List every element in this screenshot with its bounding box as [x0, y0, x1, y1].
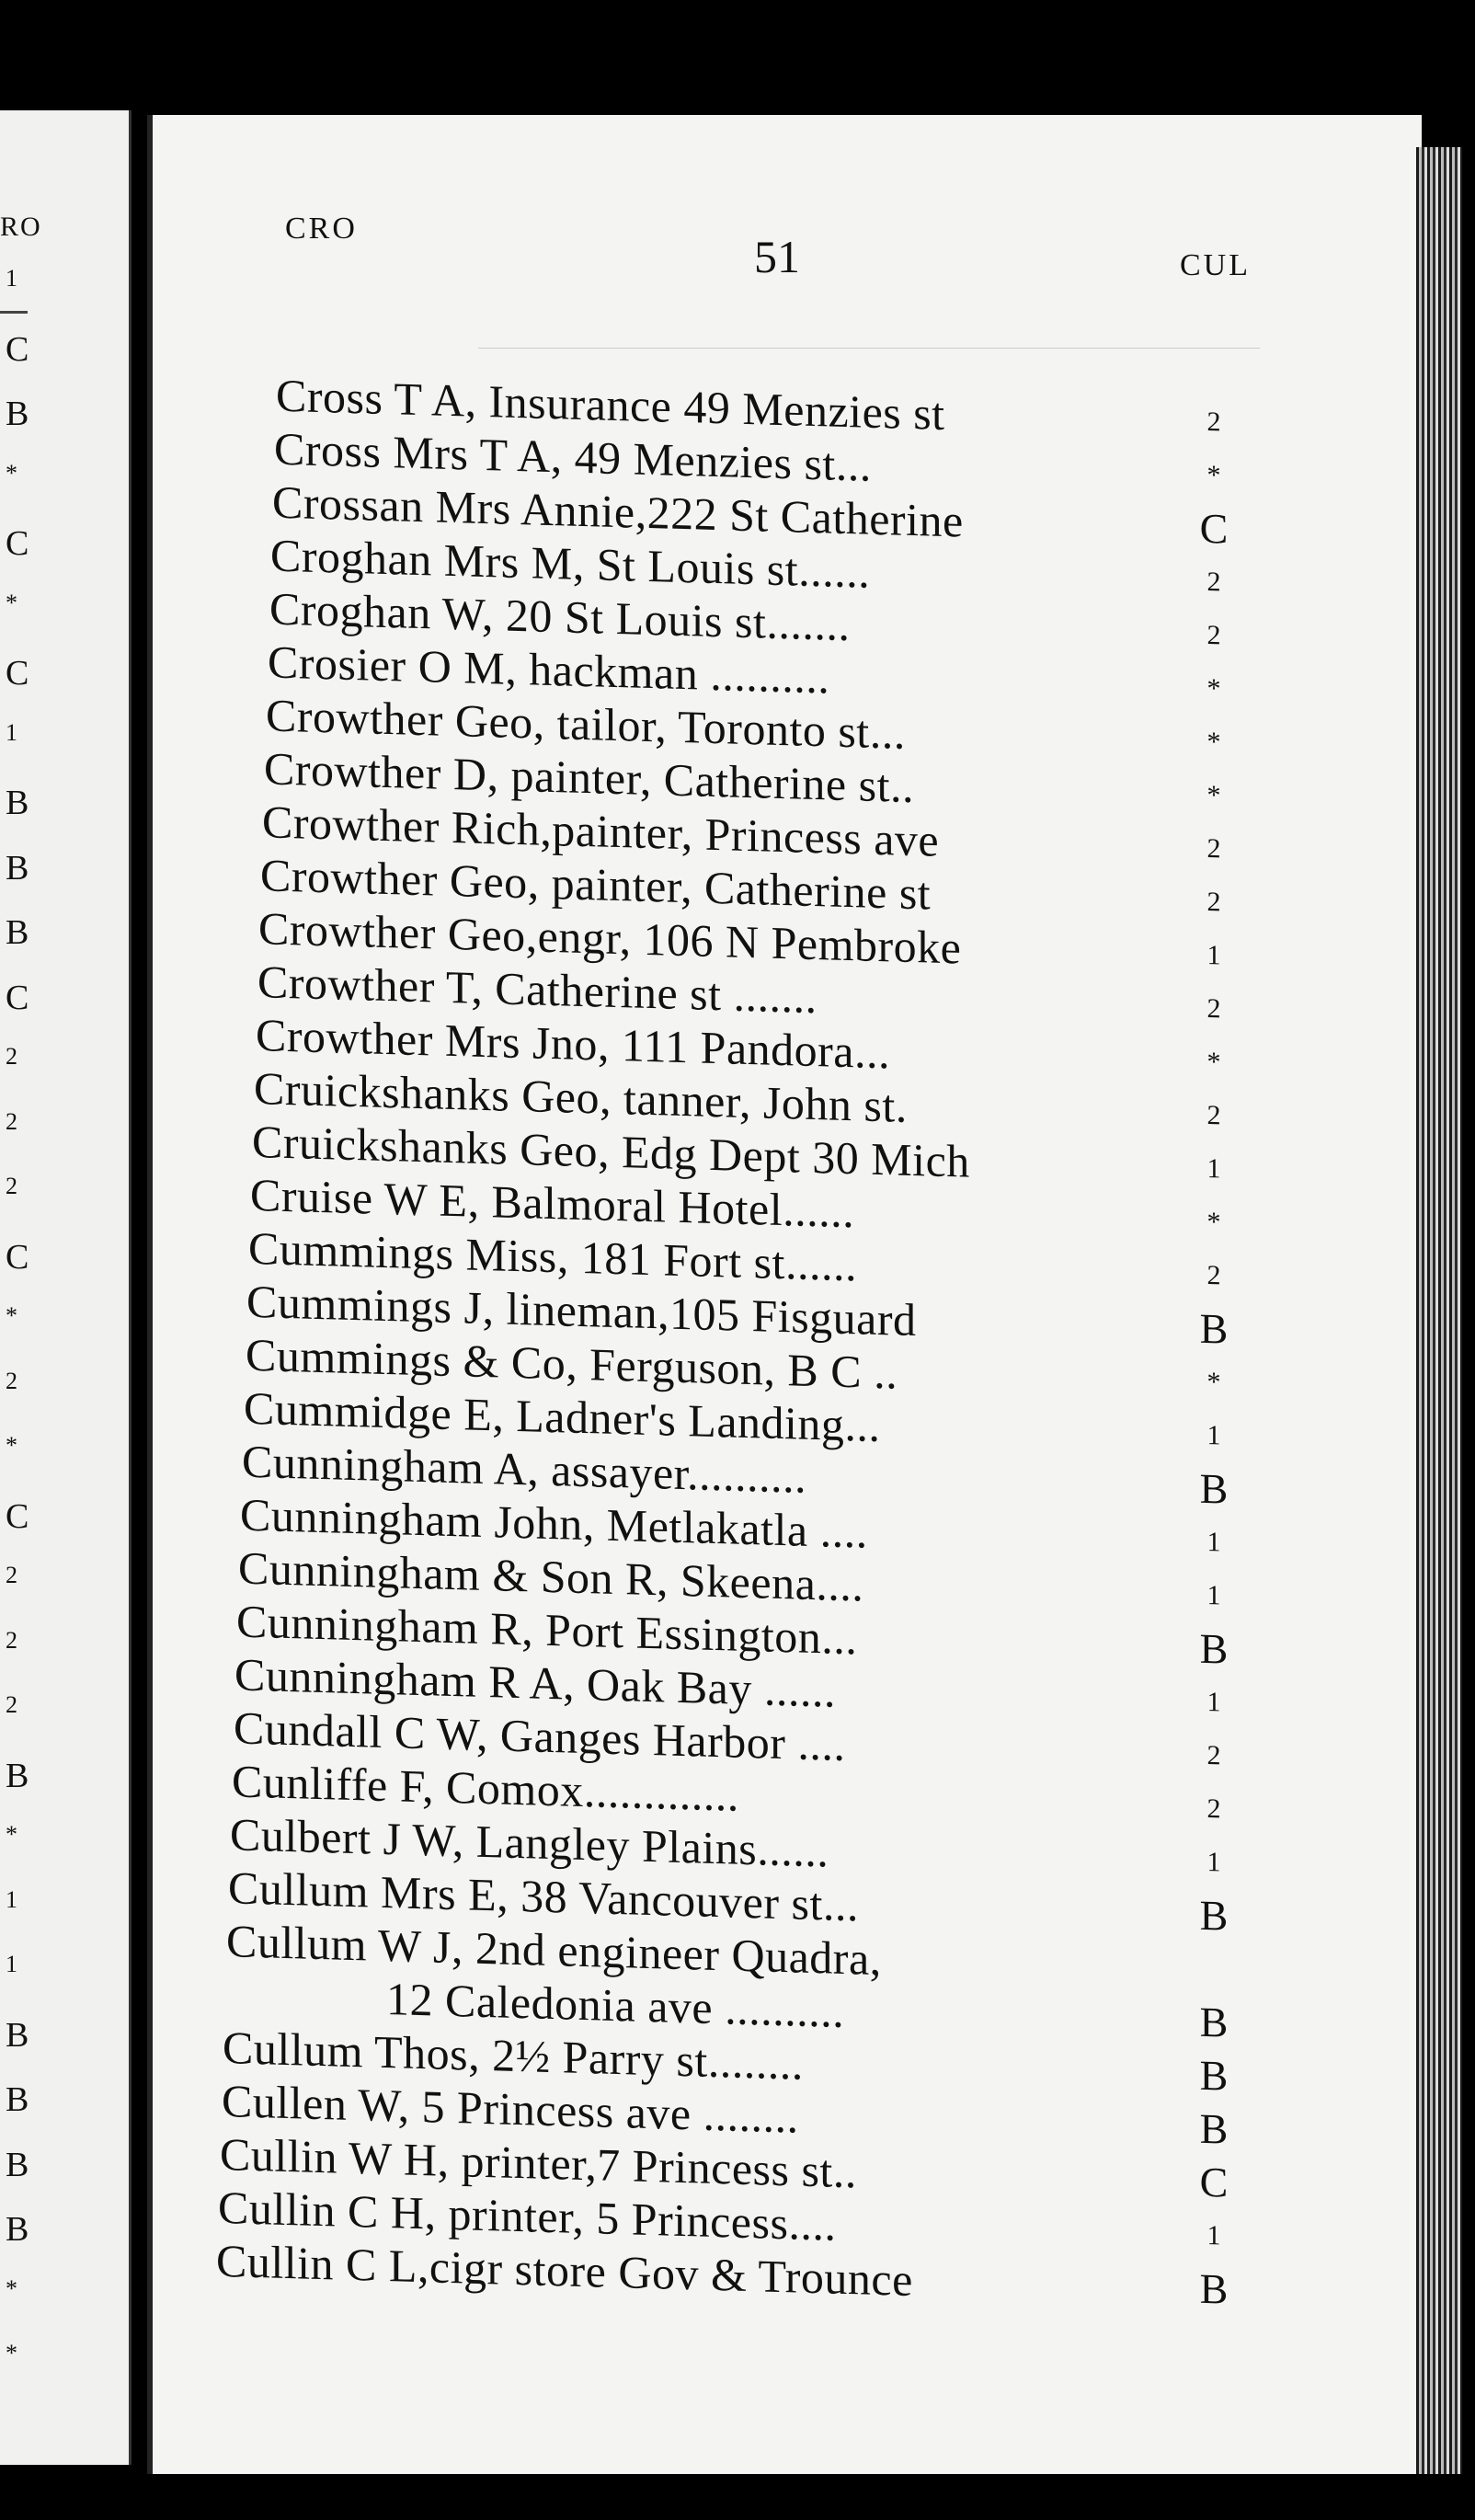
entry-text: Cullum Thos, 2½ Parry st........	[223, 2022, 804, 2090]
entry-code: C	[1199, 504, 1229, 553]
entry-code: 2	[1206, 1099, 1221, 1131]
entry-text: Cruickshanks Geo, tanner, John st.	[254, 1062, 908, 1132]
page-header-right: CUL	[1180, 248, 1251, 282]
entry-code: 1	[1206, 2219, 1221, 2251]
entry-code: *	[1206, 459, 1221, 491]
entry-code: B	[1199, 1464, 1229, 1513]
entry-text: Crowther Rich,painter, Princess ave	[262, 796, 940, 866]
entry-text: Cundall C W, Ganges Harbor ....	[234, 1701, 846, 1770]
entry-text: Crossan Mrs Annie,222 St Catherine	[272, 475, 964, 547]
margin-mark: 1	[6, 1951, 17, 1977]
margin-mark: C	[6, 329, 29, 369]
margin-mark: B	[6, 848, 29, 888]
margin-mark: 1	[6, 718, 17, 746]
entry-text: Cullum W J, 2nd engineer Quadra,	[226, 1915, 882, 1986]
entry-text: Cunningham A, assayer..........	[242, 1435, 807, 1503]
entry-text: Cunningham & Son R, Skeena....	[238, 1541, 864, 1611]
entry-text: Crosier O M, hackman ..........	[268, 636, 830, 704]
margin-mark: C	[6, 1237, 29, 1277]
margin-mark: C	[6, 1496, 29, 1536]
entry-text: Cross T A, Insurance 49 Menzies st	[276, 369, 945, 440]
entry-text: Crowther D, painter, Catherine st..	[264, 742, 914, 813]
margin-mark: 2	[6, 1367, 17, 1394]
entry-code: 1	[1206, 1526, 1221, 1558]
margin-mark: *	[6, 1432, 17, 1459]
entry-code: 2	[1206, 992, 1221, 1025]
margin-mark: B	[6, 784, 29, 822]
entry-text: Cruise W E, Balmoral Hotel......	[250, 1168, 855, 1238]
margin-mark: B	[6, 1756, 29, 1795]
entry-code: B	[1199, 2264, 1229, 2313]
entry-text: Cruickshanks Geo, Edg Dept 30 Mich	[252, 1115, 970, 1187]
entry-text: Cummings Miss, 181 Fort st......	[248, 1221, 857, 1291]
entry-code: *	[1206, 726, 1221, 758]
entry-code: 2	[1206, 619, 1221, 651]
margin-mark: 2	[6, 1562, 17, 1588]
margin-mark: C	[6, 524, 29, 563]
margin-mark: B	[6, 2210, 29, 2249]
entry-code: *	[1206, 1206, 1221, 1238]
entry-text: Crowther Geo, tailor, Toronto st...	[266, 689, 906, 759]
entry-text: Cunningham John, Metlakatla ....	[240, 1488, 868, 1558]
entry-text: Crowther T, Catherine st .......	[257, 956, 818, 1024]
entry-code: B	[1199, 2104, 1229, 2153]
entry-text: Crowther Geo, painter, Catherine st	[260, 849, 932, 920]
entry-text: Cullin C L,cigr store Gov & Trounce	[216, 2234, 913, 2307]
margin-mark: 1	[6, 1885, 17, 1913]
entry-code: C	[1199, 2158, 1229, 2206]
margin-mark: *	[6, 1302, 17, 1329]
entry-code: B	[1199, 1891, 1229, 1940]
entry-code: *	[1206, 779, 1221, 811]
entry-text: Cullin W H, printer,7 Princess st..	[220, 2127, 857, 2198]
entry-text: Crowther Mrs Jno, 111 Pandora...	[256, 1009, 890, 1079]
entry-code: 2	[1206, 832, 1221, 865]
entry-text: Crowther Geo,engr, 106 N Pembroke	[258, 902, 962, 974]
entry-code: 2	[1206, 1259, 1221, 1291]
entry-text: Cunningham R A, Oak Bay ......	[234, 1648, 836, 1717]
margin-mark: *	[6, 1821, 17, 1848]
margin-mark: 2	[6, 1173, 17, 1199]
margin-mark: 2	[6, 1691, 17, 1718]
entry-text: Culbert J W, Langley Plains......	[230, 1808, 829, 1877]
entry-code: 1	[1206, 1846, 1221, 1878]
page-header-left: CRO	[285, 212, 358, 246]
margin-mark: B	[6, 2015, 29, 2055]
entry-text: Cullin C H, printer, 5 Princess....	[218, 2181, 837, 2251]
margin-mark: C	[6, 654, 29, 693]
margin-mark: 2	[6, 1043, 17, 1070]
entry-code: *	[1206, 1366, 1221, 1398]
entry-code: *	[1206, 1046, 1221, 1078]
entry-text: Cullum Mrs E, 38 Vancouver st...	[228, 1861, 859, 1931]
margin-mark: *	[6, 589, 17, 616]
entry-code: 1	[1206, 1152, 1221, 1185]
entry-text: 12 Caledonia ave ..........	[386, 1973, 845, 2037]
entry-text: Cummidge E, Ladner's Landing...	[244, 1381, 881, 1452]
entry-code: B	[1199, 1304, 1229, 1353]
entry-code: B	[1199, 1624, 1229, 1673]
entry-code: 1	[1206, 939, 1221, 971]
entry-code: 1	[1206, 1686, 1221, 1718]
entry-code: B	[1199, 1998, 1229, 2046]
entry-code: 2	[1206, 1793, 1221, 1825]
entry-code: 1	[1206, 1419, 1221, 1451]
entry-code: 2	[1206, 1739, 1221, 1771]
margin-mark: 2	[6, 1626, 17, 1654]
entry-code: 2	[1206, 886, 1221, 918]
entry-text: Croghan W, 20 St Louis st.......	[269, 582, 851, 651]
margin-mark: B	[6, 2080, 29, 2119]
entry-text: Cunliffe F, Comox.............	[232, 1755, 739, 1821]
entry-code: 1	[1206, 1579, 1221, 1611]
margin-mark: B	[6, 2145, 29, 2184]
margin-mark: 2	[6, 1107, 17, 1135]
margin-mark: *	[6, 2340, 17, 2366]
entry-code: 2	[1206, 566, 1221, 598]
entry-text: Cummings J, lineman,105 Fisguard	[246, 1275, 917, 1346]
entry-code: 2	[1206, 406, 1221, 438]
margin-mark: B	[6, 913, 29, 952]
entry-text: Cross Mrs T A, 49 Menzies st...	[274, 422, 872, 491]
page-number: 51	[754, 231, 800, 282]
margin-mark: C	[6, 978, 29, 1017]
margin-mark: B	[6, 395, 29, 433]
margin-mark: *	[6, 459, 17, 487]
entry-code: *	[1206, 672, 1221, 704]
entry-text: Cunningham R, Port Essington...	[236, 1595, 858, 1665]
entry-text: Cummings & Co, Ferguson, B C ..	[246, 1328, 898, 1399]
entry-code: B	[1199, 2051, 1229, 2100]
margin-mark: *	[6, 2274, 17, 2302]
entry-text: Croghan Mrs M, St Louis st......	[270, 529, 871, 598]
previous-page-header: RO	[0, 212, 42, 242]
margin-mark: 1	[6, 265, 17, 292]
entry-text: Cullen W, 5 Princess ave ........	[222, 2075, 799, 2143]
